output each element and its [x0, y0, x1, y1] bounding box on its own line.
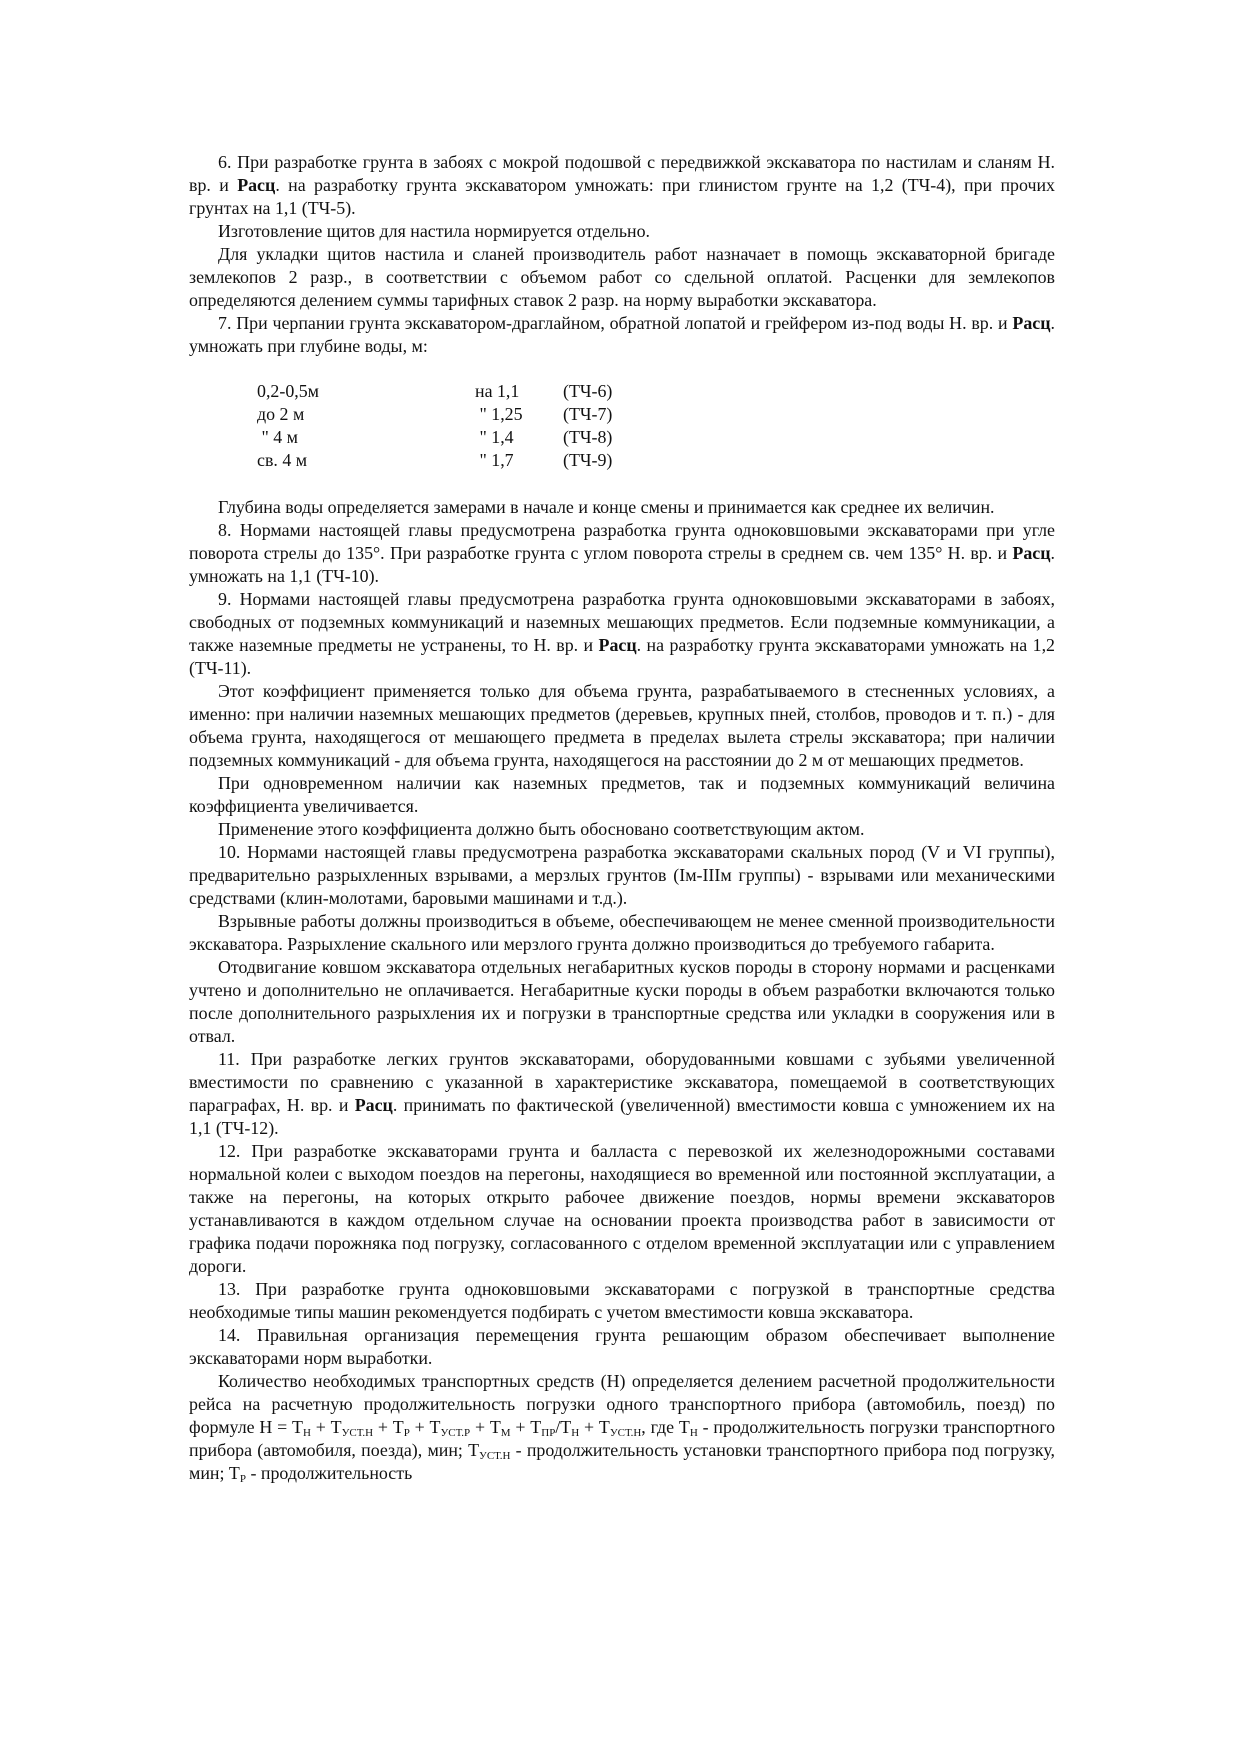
paragraph-9-coefficient: Этот коэффициент применяется только для объема грунта, разрабатываемого в стесненных условиях, а именно: при наличии наземных мешающих предметов (деревьев, крупных пней, столбов, проводов и т. п.) - для объема грунта, находящегося от мешающего предмета в пределах вылета стрелы экскаватора; при наличии подземных коммуникаций - для объема грунта, находящегося на расстоянии до 2 м от мешающих предметов. — [189, 681, 1055, 770]
formula-subscript: УСТ.Н — [609, 1427, 642, 1439]
paragraph-text: . на разработку грунта экскаватором умножать: при глинистом грунте на 1,2 (ТЧ-4), при прочих грунтах на 1,1 (ТЧ-5). — [189, 175, 1055, 218]
depth-cell: до 2 м — [257, 404, 305, 424]
formula-text: , где Т — [641, 1417, 690, 1437]
paragraph-7 — [189, 312, 1055, 358]
formula-text: - продолжительность погрузки транспортного прибора (автомобиля, поезда), мин; Т — [189, 1417, 1056, 1460]
formula-subscript: Н — [689, 1427, 698, 1439]
depth-coefficient-table — [189, 380, 643, 472]
paragraph-10-blasting: Взрывные работы должны производиться в объеме, обеспечивающем не менее сменной производительности экскаватора. Разрыхление скального или мерзлого грунта должно производиться до требуемого габарита. — [189, 911, 1055, 954]
depth-cell: " 4 м — [257, 427, 298, 447]
formula-subscript: УСТ.Н — [341, 1427, 374, 1439]
factor-cell: " 1,25 — [475, 404, 523, 424]
formula-subscript: УСТ.Н — [479, 1450, 511, 1462]
paragraph-text: 7. При черпании грунта экскаватором-драглайном, обратной лопатой и грейфером из-под воды Н. вр. и — [218, 313, 1013, 333]
factor-cell: " 1,7 — [475, 450, 514, 470]
table-row — [189, 403, 643, 426]
formula-text: + Т — [373, 1417, 404, 1437]
formula-text: + Т — [310, 1417, 342, 1437]
code-cell: (ТЧ-7) — [563, 404, 613, 424]
paragraph-text: 9. Нормами настоящей главы предусмотрена разработка грунта одноковшовыми экскаваторами в забоях, свободных от подземных коммуникаций и наземных мешающих предметов. Если подземные коммуникации, а также наземные предметы не устранены, то Н. вр. и — [189, 589, 1055, 655]
paragraph-10-oversize: Отодвигание ковшом экскаватора отдельных негабаритных кусков породы в сторону нормами и расценками учтено и дополнительно не оплачивается. Негабаритные куски породы в объем разработки включаются только после дополнительного разрыхления их и погрузки в транспортные средства или укладки в сооружения или в отвал. — [189, 957, 1055, 1046]
depth-cell: 0,2-0,5м — [257, 381, 320, 401]
formula-text: + Т — [470, 1417, 501, 1437]
paragraph-12: 12. При разработке экскаваторами грунта и балласта с перевозкой их железнодорожными составами нормальной колеи с выходом поездов на перегоны, находящиеся во временной или постоянной эксплуатации, а также на перегоны, на которых открыто рабочее движение поездов, нормы времени экскаваторов устанавливаются в каждом отдельном случае на основании проекта производства работ в зависимости от графика подачи порожняка под погрузку, согласованного с отделом временной эксплуатации или с управлением дороги. — [189, 1141, 1055, 1276]
document-page — [189, 151, 1055, 1485]
bold-term: Расц — [1012, 313, 1051, 333]
paragraph-text: . умножать при глубине воды, м: — [189, 313, 1055, 356]
paragraph-7-depth: Глубина воды определяется замерами в начале и конце смены и принимается как среднее их величин. — [218, 497, 995, 517]
bold-term: Расц — [598, 635, 637, 655]
table-row — [189, 426, 643, 449]
formula-text: + Т — [579, 1417, 610, 1437]
paragraph-6-laying: Для укладки щитов настила и сланей производитель работ назначает в помощь экскаваторной бригаде землекопов 2 разр., в соответствии с объемом работ со сдельной оплатой. Расценки для землекопов определяются делением суммы тарифных ставок 2 разр. на норму выработки экскаватора. — [189, 244, 1055, 310]
table-row — [189, 449, 643, 472]
paragraph-11 — [189, 1048, 1055, 1140]
paragraph-text: 11. При разработке легких грунтов экскаваторами, оборудованными ковшами с зубьями увеличенной вместимости по сравнению с указанной в характеристике экскаватора, помещаемой в соответствующих параграфах, Н. вр. и — [189, 1049, 1055, 1115]
code-cell: (ТЧ-9) — [563, 450, 613, 470]
paragraph-9-both: При одновременном наличии как наземных предметов, так и подземных коммуникаций величина коэффициента увеличивается. — [189, 773, 1055, 816]
formula-text: + Т — [409, 1417, 441, 1437]
paragraph-10: 10. Нормами настоящей главы предусмотрена разработка экскаваторами скальных пород (V и VI группы), предварительно разрыхленных взрывами, а мерзлых грунтов (Iм-IIIм группы) - взрывами или механическими средствами (клин-молотами, баровыми машинами и т.д.). — [189, 842, 1055, 908]
paragraph-14-formula — [189, 1370, 1055, 1485]
formula-text: - продолжительность установки транспортного прибора под погрузку, мин; Т — [189, 1440, 1055, 1483]
paragraph-8 — [189, 519, 1055, 588]
depth-cell: св. 4 м — [257, 450, 308, 470]
paragraph-text: . на разработку грунта экскаваторами умножать на 1,2 (ТЧ-11). — [189, 635, 1055, 678]
formula-text: /Т — [555, 1417, 572, 1437]
paragraph-9 — [189, 588, 1055, 680]
bold-term: Расц — [354, 1095, 393, 1115]
formula-subscript: Р — [403, 1427, 410, 1439]
code-cell: (ТЧ-8) — [563, 427, 613, 447]
paragraph-14: 14. Правильная организация перемещения грунта решающим образом обеспечивает выполнение экскаваторами норм выработки. — [189, 1325, 1055, 1368]
paragraph-text: . принимать по фактической (увеличенной) вместимости ковша с умножением их на 1,1 (ТЧ-12). — [189, 1095, 1055, 1138]
formula-subscript: Н — [571, 1427, 580, 1439]
bold-term: Расц — [1012, 543, 1051, 563]
formula-subscript: Р — [239, 1473, 246, 1485]
formula-subscript: ПР — [541, 1427, 556, 1439]
paragraph-6-shields: Изготовление щитов для настила нормируется отдельно. — [218, 221, 651, 241]
formula-subscript: УСТ.Р — [440, 1427, 471, 1439]
code-cell: (ТЧ-6) — [563, 381, 613, 401]
formula-subscript: Н — [302, 1427, 311, 1439]
paragraph-text: 6. При разработке грунта в забоях с мокрой подошвой с передвижкой экскаватора по настилам и сланям Н. вр. и — [189, 152, 1055, 195]
paragraph-13: 13. При разработке грунта одноковшовыми экскаваторами с погрузкой в транспортные средства необходимые типы машин рекомендуется подбирать с учетом вместимости ковша экскаватора. — [189, 1279, 1055, 1322]
factor-cell: на 1,1 — [475, 381, 520, 401]
table-row — [189, 380, 643, 403]
formula-text: + Т — [510, 1417, 542, 1437]
formula-text: Количество необходимых транспортных средств (Н) определяется делением расчетной продолжительности рейса на расчетную продолжительность погрузки одного транспортного прибора (автомобиль, поезд) по формуле Н = Т — [189, 1371, 1055, 1437]
paragraph-6 — [189, 151, 1055, 220]
bold-term: Расц — [237, 175, 276, 195]
formula-text: - продолжительность — [245, 1463, 413, 1483]
paragraph-text: . умножать на 1,1 (ТЧ-10). — [189, 543, 1055, 586]
paragraph-9-act: Применение этого коэффициента должно быть обосновано соответствующим актом. — [218, 819, 865, 839]
factor-cell: " 1,4 — [475, 427, 514, 447]
paragraph-text: 8. Нормами настоящей главы предусмотрена разработка грунта одноковшовыми экскаваторами при угле поворота стрелы до 135°. При разработке грунта с углом поворота стрелы в среднем св. чем 135° Н. вр. и — [189, 520, 1055, 563]
formula-subscript: М — [500, 1427, 511, 1439]
